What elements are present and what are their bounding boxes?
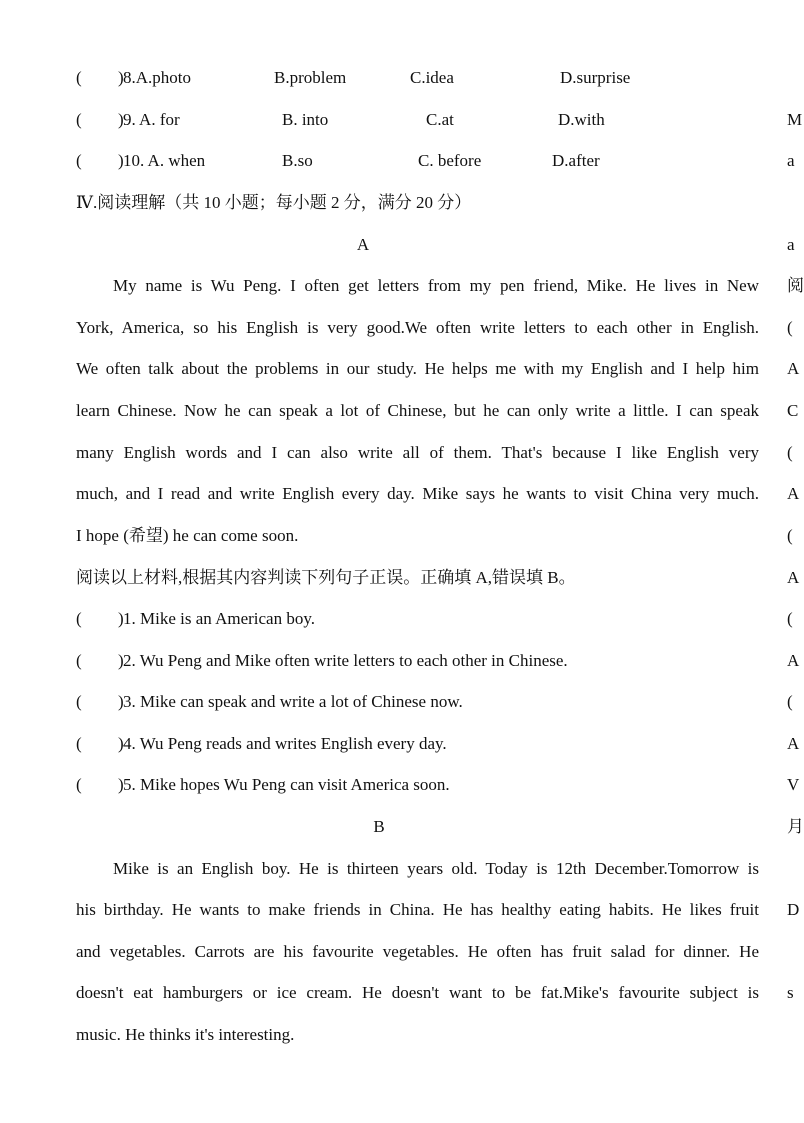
choice-item-9 <box>76 108 605 132</box>
choice-item-8 <box>76 66 631 90</box>
adjacent-page-fragment: a <box>787 151 795 170</box>
passage-a-instruction: 阅读以上材料,根据其内容判读下列句子正误。正确填 A,错误填 B。 <box>76 568 576 587</box>
option-c: C.at <box>426 110 454 129</box>
adjacent-page-fragment: A <box>787 734 800 753</box>
answer-bracket-open: ( <box>76 151 82 170</box>
option-a: 8.A.photo <box>123 68 191 87</box>
question-text: 2. Wu Peng and Mike often write letters to each other in Chinese. <box>123 651 568 670</box>
passage-a-line: We often talk about the problems in our study. He helps me with my English and I help him <box>76 359 759 378</box>
passage-a-line: My name is Wu Peng. I often get letters from my pen friend, Mike. He lives in New <box>113 276 759 295</box>
true-false-question-3 <box>76 690 463 714</box>
answer-bracket-close: ) <box>118 609 124 628</box>
passage-b-line: doesn't eat hamburgers or ice cream. He doesn't want to be fat.Mike's favourite subject is <box>76 983 759 1002</box>
passage-a-line: many English words and I can also write all of them. That's because I like English very <box>76 443 759 462</box>
passage-a-line: York, America, so his English is very good.We often write letters to each other in English. <box>76 318 759 337</box>
answer-bracket-open: ( <box>76 651 82 670</box>
answer-bracket-open: ( <box>76 110 82 129</box>
answer-bracket-close: ) <box>118 110 124 129</box>
adjacent-page-fragment: C <box>787 401 799 420</box>
true-false-question-2 <box>76 649 568 673</box>
adjacent-page-fragment: ( <box>787 526 793 545</box>
question-text: 3. Mike can speak and write a lot of Chinese now. <box>123 692 463 711</box>
adjacent-page-fragment: A <box>787 651 800 670</box>
passage-b-line: his birthday. He wants to make friends in China. He has healthy eating habits. He likes fruit <box>76 900 759 919</box>
answer-bracket-close: ) <box>118 734 124 753</box>
adjacent-page-fragment: D <box>787 900 800 919</box>
adjacent-page-fragment: ( <box>787 443 793 462</box>
answer-bracket-close: ) <box>118 651 124 670</box>
answer-bracket-close: ) <box>118 692 124 711</box>
true-false-question-4 <box>76 732 447 756</box>
passage-b-line: music. He thinks it's interesting. <box>76 1025 295 1044</box>
section-heading: Ⅳ.阅读理解（共 10 小题；每小题 2 分，满分 20 分） <box>76 193 472 212</box>
adjacent-page-fragment: a <box>787 235 795 254</box>
adjacent-page-fragment: A <box>787 568 800 587</box>
option-c: C.idea <box>410 68 454 87</box>
adjacent-page-fragment: ( <box>787 609 793 628</box>
passage-a-line: I hope (希望) he can come soon. <box>76 526 299 545</box>
answer-bracket-open: ( <box>76 68 82 87</box>
option-b: B.problem <box>274 68 347 87</box>
adjacent-page-fragment: ( <box>787 318 793 337</box>
option-b: B. into <box>282 110 329 129</box>
answer-bracket-open: ( <box>76 609 82 628</box>
adjacent-page-fragment: 月 <box>787 817 804 836</box>
adjacent-page-fragment: A <box>787 359 800 378</box>
option-b: B.so <box>282 151 313 170</box>
adjacent-page-fragment: V <box>787 775 800 794</box>
true-false-question-1 <box>76 607 315 631</box>
adjacent-page-fragment: ( <box>787 692 793 711</box>
passage-a-title: A <box>356 235 370 254</box>
answer-bracket-close: ) <box>118 775 124 794</box>
passage-b-line: Mike is an English boy. He is thirteen years old. Today is 12th December.Tomorrow is <box>113 859 759 878</box>
option-a: 9. A. for <box>123 110 180 129</box>
option-a: 10. A. when <box>123 151 206 170</box>
question-text: 5. Mike hopes Wu Peng can visit America soon. <box>123 775 450 794</box>
passage-a-line: much, and I read and write English every day. Mike says he wants to visit China very much. <box>76 484 759 503</box>
answer-bracket-close: ) <box>118 68 124 87</box>
adjacent-page-fragment: s <box>787 983 794 1002</box>
adjacent-page-fragment: M <box>787 110 803 129</box>
question-text: 4. Wu Peng reads and writes English every day. <box>123 734 447 753</box>
option-c: C. before <box>418 151 482 170</box>
answer-bracket-open: ( <box>76 734 82 753</box>
adjacent-page-fragment: 阅 <box>787 276 804 295</box>
choice-item-10 <box>76 149 600 173</box>
answer-bracket-open: ( <box>76 692 82 711</box>
adjacent-page-fragment: A <box>787 484 800 503</box>
question-text: 1. Mike is an American boy. <box>123 609 315 628</box>
option-d: D.after <box>552 151 600 170</box>
passage-a-line: learn Chinese. Now he can speak a lot of Chinese, but he can only write a little. I can speak <box>76 401 759 420</box>
option-d: D.surprise <box>560 68 631 87</box>
option-d: D.with <box>558 110 605 129</box>
answer-bracket-close: ) <box>118 151 124 170</box>
passage-b-title: B <box>373 817 385 836</box>
answer-bracket-open: ( <box>76 775 82 794</box>
passage-b-line: and vegetables. Carrots are his favourite vegetables. He often has fruit salad for dinner. He <box>76 942 759 961</box>
true-false-question-5 <box>76 773 450 797</box>
